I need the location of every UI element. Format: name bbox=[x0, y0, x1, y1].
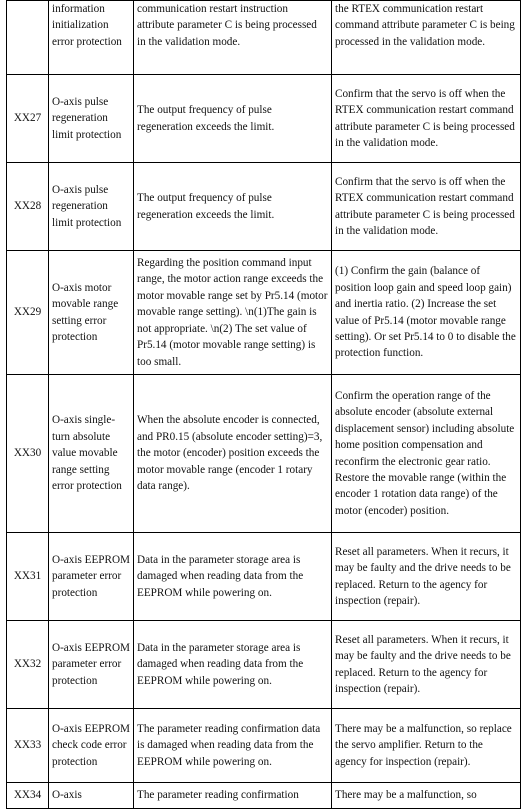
alarm-name-cell: O-axis EEPROM check code error protection bbox=[49, 709, 134, 783]
alarm-cause-cell: The parameter reading confirmation data is damaged when reading data from the EEPROM while powering on. bbox=[134, 709, 332, 783]
alarm-name-cell: O-axis single-turn absolute value movable range setting error protection bbox=[49, 375, 134, 533]
alarm-code-cell: XX34 bbox=[7, 783, 49, 809]
alarm-measure-cell: Confirm that the servo is off when the RTEX communication restart command attribute parameter C is being processed in the validation mode. bbox=[332, 75, 521, 163]
alarm-name-cell: O-axis motor movable range setting error protection bbox=[49, 251, 134, 375]
alarm-code-cell bbox=[7, 1, 49, 75]
alarm-measure-cell: There may be a malfunction, so bbox=[332, 783, 521, 809]
alarm-table bbox=[6, 0, 521, 809]
table-row bbox=[7, 75, 521, 163]
document-page bbox=[6, 0, 520, 809]
alarm-measure-cell: There may be a malfunction, so replace the servo amplifier. Return to the agency for inspection (repair). bbox=[332, 709, 521, 783]
alarm-cause-cell: communication restart instruction attribute parameter C is being processed in the validation mode. bbox=[134, 1, 332, 75]
alarm-measure-cell: Confirm that the servo is off when the RTEX communication restart command attribute parameter C is being processed in the validation mode. bbox=[332, 163, 521, 251]
alarm-cause-cell: Data in the parameter storage area is damaged when reading data from the EEPROM while powering on. bbox=[134, 533, 332, 621]
table-row bbox=[7, 163, 521, 251]
alarm-measure-cell: Confirm the operation range of the absolute encoder (absolute external displacement sensor) including absolute home position compensation and reconfirm the electronic gear ratio. Restore the movable range (within the encoder 1 rotation data range) of the motor (encoder) position. bbox=[332, 375, 521, 533]
alarm-cause-cell: Data in the parameter storage area is damaged when reading data from the EEPROM while powering on. bbox=[134, 621, 332, 709]
alarm-code-cell: XX32 bbox=[7, 621, 49, 709]
alarm-measure-cell: (1) Confirm the gain (balance of position loop gain and speed loop gain) and inertia ratio. (2) Increase the set value of Pr5.14 (motor movable range setting). Or set Pr5.14 to 0 to disable the protection function. bbox=[332, 251, 521, 375]
alarm-measure-cell: Reset all parameters. When it recurs, it may be faulty and the drive needs to be replaced. Return to the agency for inspection (repair). bbox=[332, 621, 521, 709]
alarm-measure-cell: the RTEX communication restart command attribute parameter C is being processed in the validation mode. bbox=[332, 1, 521, 75]
alarm-code-cell: XX31 bbox=[7, 533, 49, 621]
alarm-cause-cell: The output frequency of pulse regeneration exceeds the limit. bbox=[134, 75, 332, 163]
alarm-code-cell: XX30 bbox=[7, 375, 49, 533]
alarm-cause-cell: Regarding the position command input range, the motor action range exceeds the motor movable range set by Pr5.14 (motor movable range setting). \n(1)The gain is not appropriate. \n(2) The set value of Pr5.14 (motor movable range setting) is too small. bbox=[134, 251, 332, 375]
alarm-code-cell: XX29 bbox=[7, 251, 49, 375]
table-row bbox=[7, 533, 521, 621]
alarm-name-cell: O-axis pulse regeneration limit protection bbox=[49, 75, 134, 163]
alarm-name-cell: O-axis EEPROM parameter error protection bbox=[49, 621, 134, 709]
alarm-code-cell: XX27 bbox=[7, 75, 49, 163]
alarm-name-cell: O-axis EEPROM parameter error protection bbox=[49, 533, 134, 621]
alarm-cause-cell: When the absolute encoder is connected, and PR0.15 (absolute encoder setting)=3, the motor (encoder) position exceeds the motor movable range (encoder 1 rotary data range). bbox=[134, 375, 332, 533]
table-row bbox=[7, 251, 521, 375]
alarm-name-cell: information initialization error protection bbox=[49, 1, 134, 75]
table-row bbox=[7, 783, 521, 809]
table-row bbox=[7, 621, 521, 709]
alarm-code-cell: XX28 bbox=[7, 163, 49, 251]
alarm-cause-cell: The parameter reading confirmation bbox=[134, 783, 332, 809]
table-row bbox=[7, 1, 521, 75]
table-row bbox=[7, 375, 521, 533]
alarm-name-cell: O-axis pulse regeneration limit protection bbox=[49, 163, 134, 251]
alarm-cause-cell: The output frequency of pulse regeneration exceeds the limit. bbox=[134, 163, 332, 251]
alarm-name-cell: O-axis bbox=[49, 783, 134, 809]
alarm-measure-cell: Reset all parameters. When it recurs, it may be faulty and the drive needs to be replaced. Return to the agency for inspection (repair). bbox=[332, 533, 521, 621]
alarm-code-cell: XX33 bbox=[7, 709, 49, 783]
table-row bbox=[7, 709, 521, 783]
